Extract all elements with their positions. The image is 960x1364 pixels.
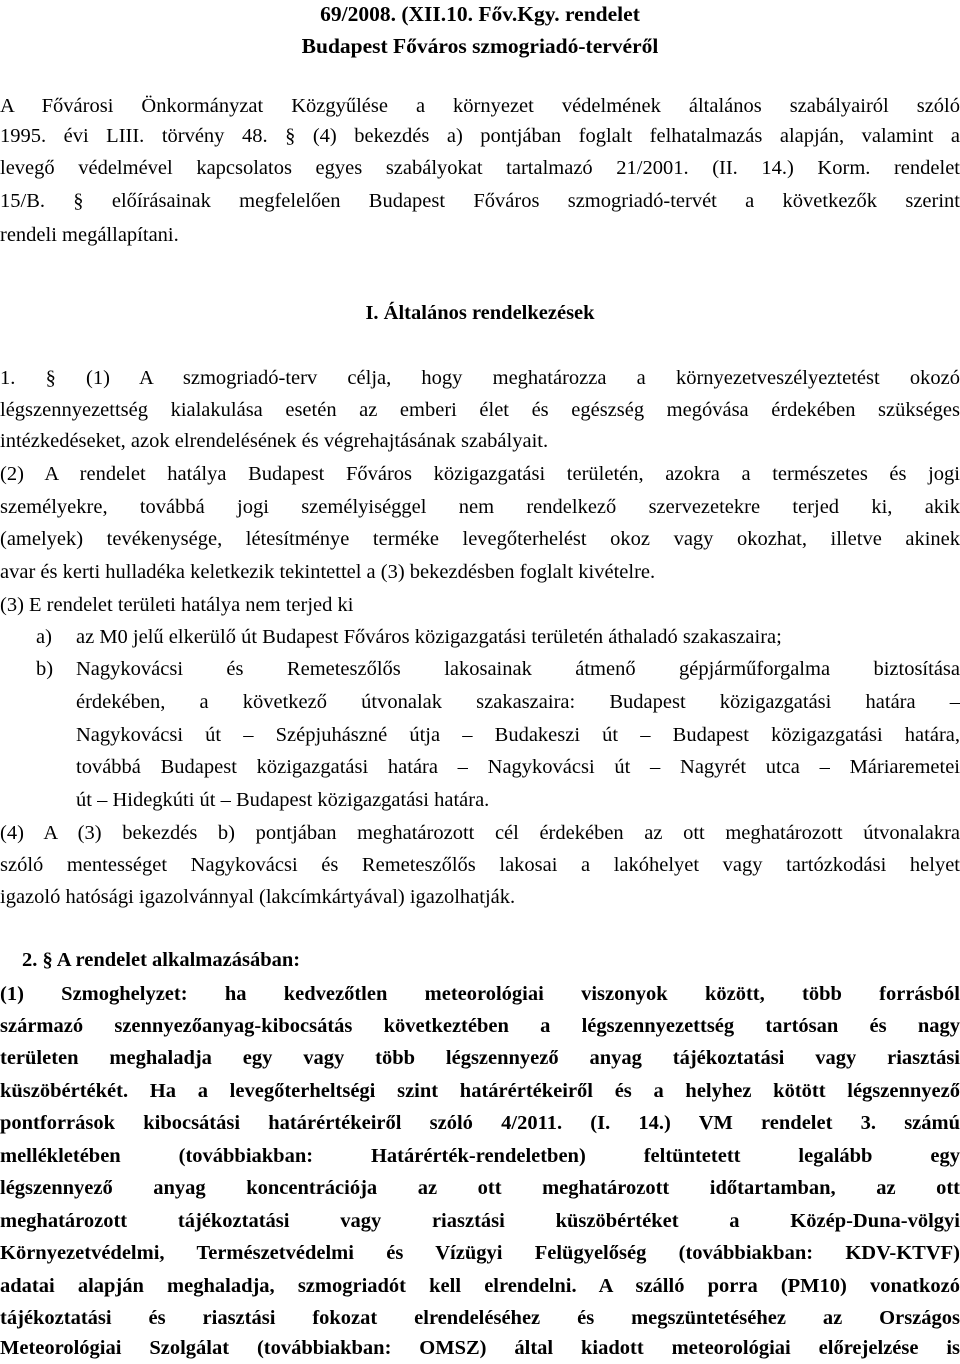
paragraph-line: adatai alapján meghaladja, szmogriadót kell elrendelni. A szálló porra (PM10) vonatkozó: [0, 1275, 960, 1297]
paragraph-line: avar és kerti hulladéka keletkezik tekintettel a (3) bekezdésben foglalt kivételre.: [0, 561, 656, 583]
paragraph-line: személyekre, továbbá jogi személyiséggel nem rendelkező szervezetekre terjed ki, akik: [0, 496, 960, 518]
paragraph-line: mellékletében (továbbiakban: Határérték-rendeletben) feltüntetett legalább egy: [0, 1145, 960, 1167]
document-title: 69/2008. (XII.10. Főv.Kgy. rendelet: [320, 2, 640, 26]
paragraph-line: légszennyezettség kialakulása esetén az emberi élet és egészség megóvása érdekében szükséges: [0, 399, 960, 421]
preamble-line: levegő védelmével kapcsolatos egyes szabályokat tartalmazó 21/2001. (II. 14.) Korm. rendelet: [0, 157, 960, 179]
list-line: Nagykovácsi út – Szépjuhászné útja – Budakeszi út – Budapest közigazgatási határa,: [76, 724, 960, 746]
paragraph-line: 1. § (1) A szmogriadó-terv célja, hogy meghatározza a környezetveszélyeztetést okozó: [0, 367, 960, 389]
document-subtitle: Budapest Főváros szmogriadó-tervéről: [301, 34, 659, 58]
paragraph-line: származó szennyezőanyag-kibocsátás következtében a légszennyezettség tartósan és nagy: [0, 1015, 960, 1037]
paragraph-line: tájékoztatási és riasztási fokozat elrendeléséhez és megszüntetéséhez az Országos: [0, 1307, 960, 1329]
paragraph-line: Meteorológiai Szolgálat (továbbiakban: OMSZ) által kiadott meteorológiai előrejelzése is: [0, 1337, 960, 1359]
list-label: b): [36, 658, 54, 680]
preamble-line: 15/B. § előírásainak megfelelően Budapest Főváros szmogriadó-tervét a következők szerint: [0, 190, 960, 212]
paragraph-line: meghatározott tájékoztatási vagy riasztási küszöbértéket a Közép-Duna-völgyi: [0, 1210, 960, 1232]
paragraph-line: (amelyek) tevékenysége, létesítménye terméke levegőterhelést okoz vagy okozhat, illetve akinek: [0, 528, 960, 550]
preamble-line: A Fővárosi Önkormányzat Közgyűlése a környezet védelmének általános szabályairól szóló: [0, 95, 960, 117]
list-label: a): [36, 626, 52, 648]
paragraph-line: igazoló hatósági igazolvánnyal (lakcímkártyával) igazolhatják.: [0, 886, 516, 908]
paragraph-line: (4) A (3) bekezdés b) pontjában meghatározott cél érdekében az ott meghatározott útvonalakra: [0, 822, 960, 844]
paragraph-line: küszöbértékét. Ha a levegőterheltségi szint határértékeiről és a helyhez kötött légszennyező: [0, 1080, 960, 1102]
paragraph-line: szóló mentességet Nagykovácsi és Remeteszőlős lakosai a lakóhelyet vagy tartózkodási helyet: [0, 854, 960, 876]
paragraph-line: Környezetvédelmi, Természetvédelmi és Vízügyi Felügyelőség (továbbiakban: KDV-KTVF): [0, 1242, 960, 1264]
paragraph-line: (3) E rendelet területi hatálya nem terjed ki: [0, 594, 354, 616]
paragraph-line: (1) Szmoghelyzet: ha kedvezőtlen meteorológiai viszonyok között, több forrásból: [0, 983, 960, 1005]
paragraph-line: (2) A rendelet hatálya Budapest Főváros közigazgatási területén, azokra a természetes és jogi: [0, 463, 960, 485]
paragraph-line: területen meghaladja egy vagy több légszennyező anyag tájékoztatási vagy riasztási: [0, 1047, 960, 1069]
list-line: továbbá Budapest közigazgatási határa – Nagykovácsi út – Nagyrét utca – Máriaremetei: [76, 756, 960, 778]
paragraph-line: pontforrások kibocsátási határértékeiről szóló 4/2011. (I. 14.) VM rendelet 3. számú: [0, 1112, 960, 1134]
list-line: Nagykovácsi és Remeteszőlős lakosainak átmenő gépjárműforgalma biztosítása: [76, 658, 960, 680]
section-heading: I. Általános rendelkezések: [365, 302, 595, 324]
section-2-heading: 2. § A rendelet alkalmazásában:: [22, 949, 301, 971]
list-line: az M0 jelű elkerülő út Budapest Főváros közigazgatási területén áthaladó szakaszaira;: [76, 626, 782, 648]
paragraph-line: intézkedéseket, azok elrendelésének és végrehajtásának szabályait.: [0, 430, 549, 452]
preamble-line: 1995. évi LIII. törvény 48. § (4) bekezdés a) pontjában foglalt felhatalmazás alapján, valamint a: [0, 125, 960, 147]
preamble-line: rendeli megállapítani.: [0, 224, 179, 246]
list-line: út – Hidegkúti út – Budapest közigazgatási határa.: [76, 789, 490, 811]
paragraph-line: légszennyező anyag koncentrációja az ott meghatározott időtartamban, az ott: [0, 1177, 960, 1199]
list-line: érdekében, a következő útvonalak szakaszaira: Budapest közigazgatási határa –: [76, 691, 960, 713]
